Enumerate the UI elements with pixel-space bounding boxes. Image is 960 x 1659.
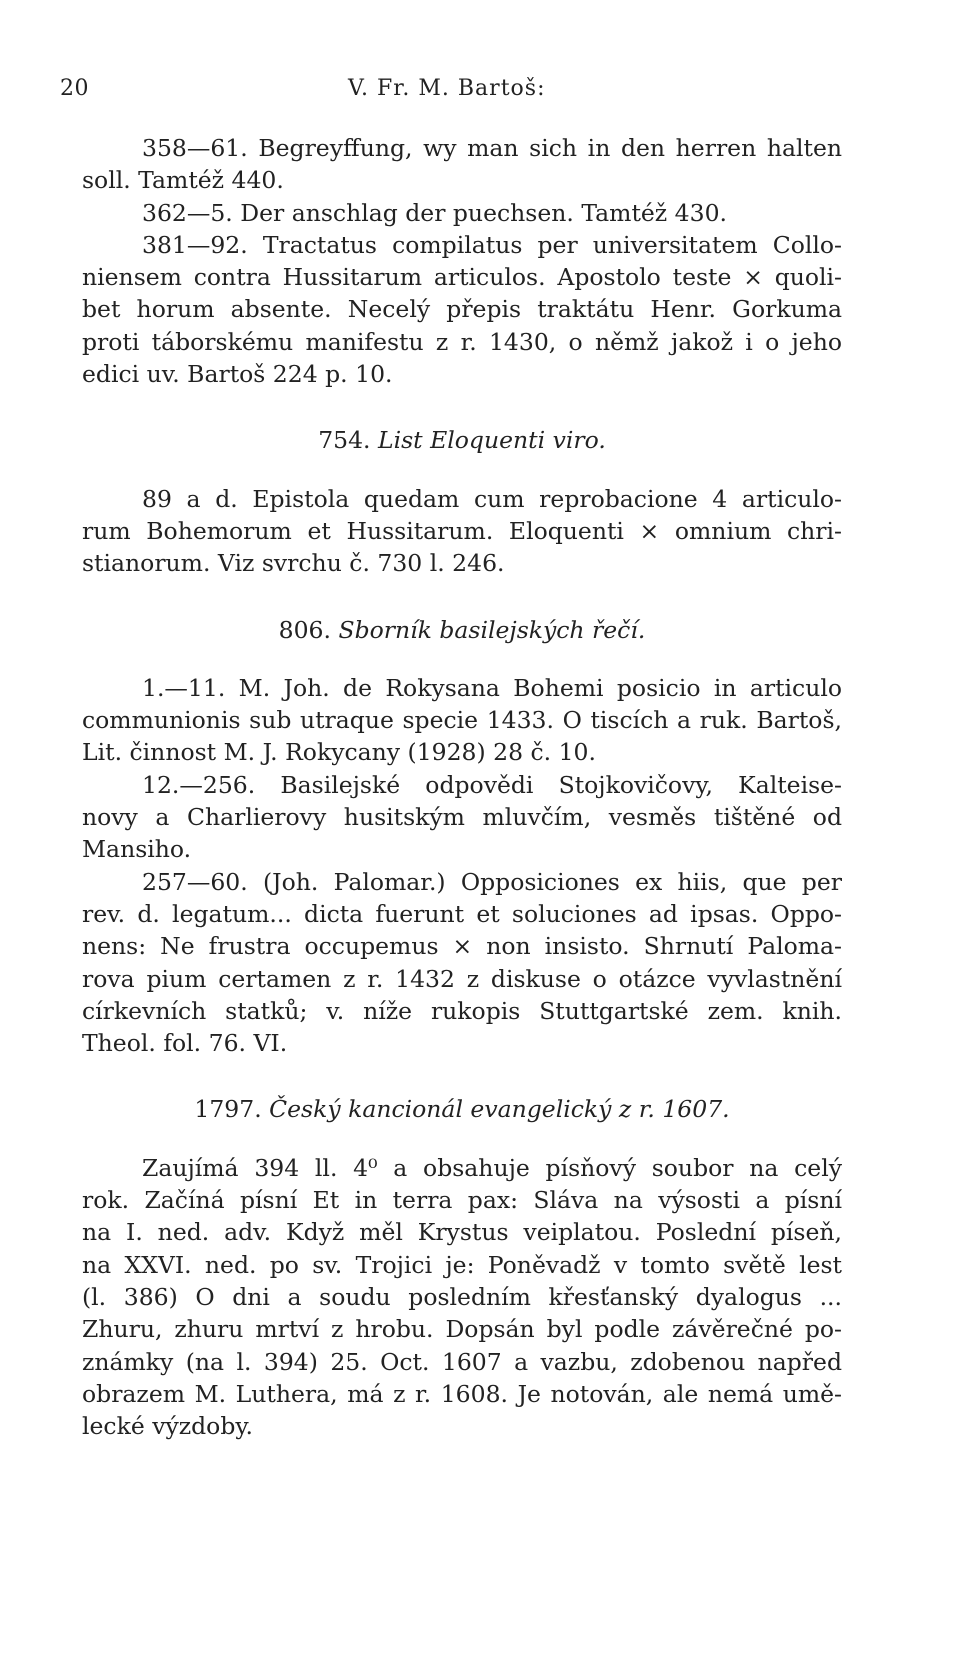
- text-line: proti táborskému manifestu z r. 1430, o němž jakož i o jeho: [82, 327, 842, 356]
- text-line: 257—60. (Joh. Palomar.) Opposiciones ex hiis, que per: [142, 867, 842, 896]
- text-line: Zaujímá 394 ll. 4⁰ a obsahuje písňový soubor na celý: [142, 1153, 842, 1182]
- text-line: církevních statků; v. níže rukopis Stuttgartské zem. knih.: [82, 996, 842, 1025]
- text-line: Zhuru, zhuru mrtví z hrobu. Dopsán byl podle závěrečné po-: [82, 1315, 842, 1344]
- section-number: 1797.: [194, 1095, 262, 1124]
- text-line: Theol. fol. 76. VI.: [82, 1029, 288, 1058]
- text-line: edici uv. Bartoš 224 p. 10.: [82, 360, 393, 389]
- text-line: lecké výzdoby.: [82, 1412, 253, 1441]
- text-line: na I. ned. adv. Když měl Krystus veiplatou. Poslední píseň,: [82, 1218, 842, 1247]
- running-title: V. Fr. M. Bartoš:: [348, 76, 546, 101]
- section-number: 754.: [318, 426, 371, 455]
- section-heading: [82, 1093, 842, 1125]
- page-number: 20: [60, 76, 89, 101]
- page-body: [82, 132, 842, 1442]
- section-gap: [82, 580, 842, 614]
- section-gap: [82, 390, 842, 424]
- text-line: nens: Ne frustra occupemus × non insisto. Shrnutí Paloma-: [82, 932, 842, 961]
- text-line: rok. Začíná písní Et in terra pax: Sláva na výsosti a písní: [82, 1186, 842, 1215]
- text-line: rova pium certamen z r. 1432 z diskuse o otázce vyvlastnění: [82, 964, 842, 993]
- section-gap: [82, 457, 842, 483]
- section-gap: [82, 646, 842, 672]
- text-line: bet horum absente. Necelý přepis traktátu Henr. Gorkuma: [82, 295, 842, 324]
- text-line: stianorum. Viz svrchu č. 730 l. 246.: [82, 549, 505, 578]
- section-heading: [82, 614, 842, 646]
- section-number: 806.: [278, 615, 331, 644]
- text-line: 89 a d. Epistola quedam cum reprobacione 4 articulo-: [142, 484, 842, 513]
- text-line: 362—5. Der anschlag der puechsen. Tamtéž 430.: [142, 198, 727, 227]
- section-gap: [82, 1059, 842, 1093]
- section-title: List Eloquenti viro.: [378, 426, 606, 455]
- text-line: novy a Charlierovy husitským mluvčím, vesměs tištěné od: [82, 803, 842, 832]
- section-title: Sborník basilejských řečí.: [338, 615, 646, 644]
- text-line: niensem contra Hussitarum articulos. Apostolo teste × quoli-: [82, 263, 842, 292]
- text-line: 381—92. Tractatus compilatus per universitatem Collo-: [142, 230, 842, 259]
- text-line: 1.—11. M. Joh. de Rokysana Bohemi posicio in articulo: [142, 673, 842, 702]
- page-header: [60, 76, 580, 106]
- text-line: obrazem M. Luthera, má z r. 1608. Je notován, ale nemá umě-: [82, 1379, 842, 1408]
- text-line: známky (na l. 394) 25. Oct. 1607 a vazbu, zdobenou napřed: [82, 1347, 842, 1376]
- text-line: 358—61. Begreyffung, wy man sich in den herren halten: [142, 134, 842, 162]
- section-gap: [82, 1126, 842, 1152]
- text-line: soll. Tamtéž 440.: [82, 166, 284, 195]
- text-line: Mansiho.: [82, 835, 192, 864]
- section-heading: [82, 424, 842, 456]
- text-line: Lit. činnost M. J. Rokycany (1928) 28 č. 10.: [82, 738, 596, 767]
- text-line: na XXVI. ned. po sv. Trojici je: Poněvadž v tomto světě lest: [82, 1250, 842, 1279]
- text-line: 12.—256. Basilejské odpovědi Stojkovičovy, Kalteise-: [142, 770, 842, 799]
- text-line: communionis sub utraque specie 1433. O tiscích a ruk. Bartoš,: [82, 706, 842, 735]
- section-title: Český kancionál evangelický z r. 1607.: [269, 1095, 730, 1124]
- text-line: rev. d. legatum... dicta fuerunt et soluciones ad ipsas. Oppo-: [82, 899, 842, 928]
- text-line: (l. 386) O dni a soudu posledním křesťanský dyalogus ...: [82, 1282, 842, 1311]
- text-line: rum Bohemorum et Hussitarum. Eloquenti × omnium chri-: [82, 516, 842, 545]
